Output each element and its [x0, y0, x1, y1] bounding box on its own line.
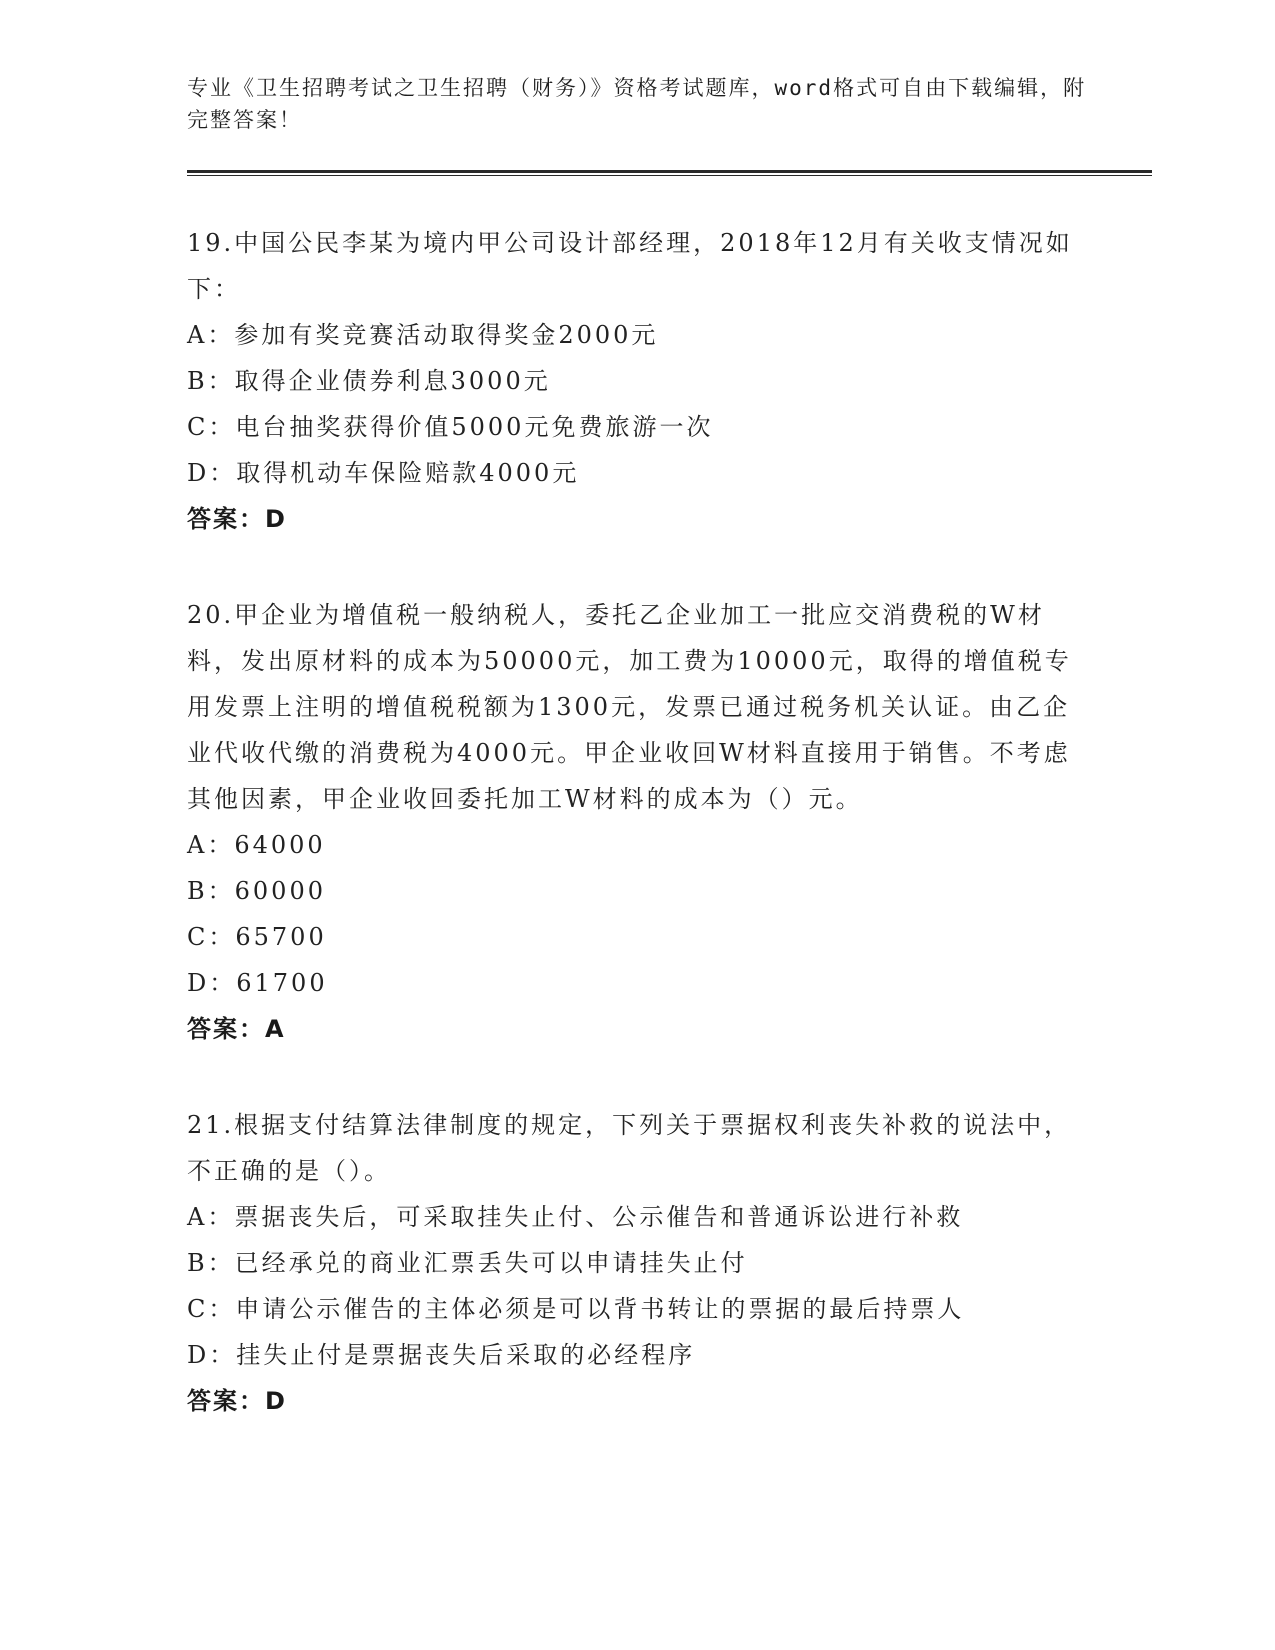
option-a: A：64000: [187, 831, 326, 859]
option-b: B：已经承兑的商业汇票丢失可以申请挂失止付: [187, 1249, 748, 1277]
question-stem: 20.甲企业为增值税一般纳税人，委托乙企业加工一批应交消费税的W材料，发出原材料的成本为50000元，加工费为10000元，取得的增值税专用发票上注明的增值税税额为1300元，发票已通过税务机关认证。由乙企业代收代缴的消费税为4000元。甲企业收回W材料直接用于销售。不考虑其他因素，甲企业收回委托加工W材料的成本为（）元。: [187, 601, 1072, 813]
answer-line: 答案：D: [187, 1387, 287, 1415]
question-stem: 19.中国公民李某为境内甲公司设计部经理，2018年12月有关收支情况如下：: [187, 229, 1073, 303]
document-page: [187, 72, 1152, 1424]
answer-line: 答案：A: [187, 1015, 286, 1043]
question-21: [187, 1102, 1152, 1424]
option-a: A：参加有奖竞赛活动取得奖金2000元: [187, 321, 659, 349]
question-19: [187, 220, 1152, 542]
option-b: B：60000: [187, 877, 326, 905]
option-a: A：票据丧失后，可采取挂失止付、公示催告和普通诉讼进行补救: [187, 1203, 964, 1231]
option-d: D：取得机动车保险赔款4000元: [187, 459, 580, 487]
option-c: C：65700: [187, 923, 327, 951]
answer-line: 答案：D: [187, 505, 287, 533]
option-d: D：挂失止付是票据丧失后采取的必经程序: [187, 1341, 696, 1369]
header-divider: [187, 170, 1152, 176]
question-stem: 21.根据支付结算法律制度的规定，下列关于票据权利丧失补救的说法中，不正确的是（）。: [187, 1111, 1072, 1185]
document-header: 专业《卫生招聘考试之卫生招聘（财务）》资格考试题库，word格式可自由下载编辑，附完整答案！: [187, 76, 1087, 132]
option-b: B：取得企业债券利息3000元: [187, 367, 551, 395]
option-d: D：61700: [187, 969, 328, 997]
question-20: [187, 592, 1152, 1052]
option-c: C：电台抽奖获得价值5000元免费旅游一次: [187, 413, 714, 441]
option-c: C：申请公示催告的主体必须是可以背书转让的票据的最后持票人: [187, 1295, 965, 1323]
